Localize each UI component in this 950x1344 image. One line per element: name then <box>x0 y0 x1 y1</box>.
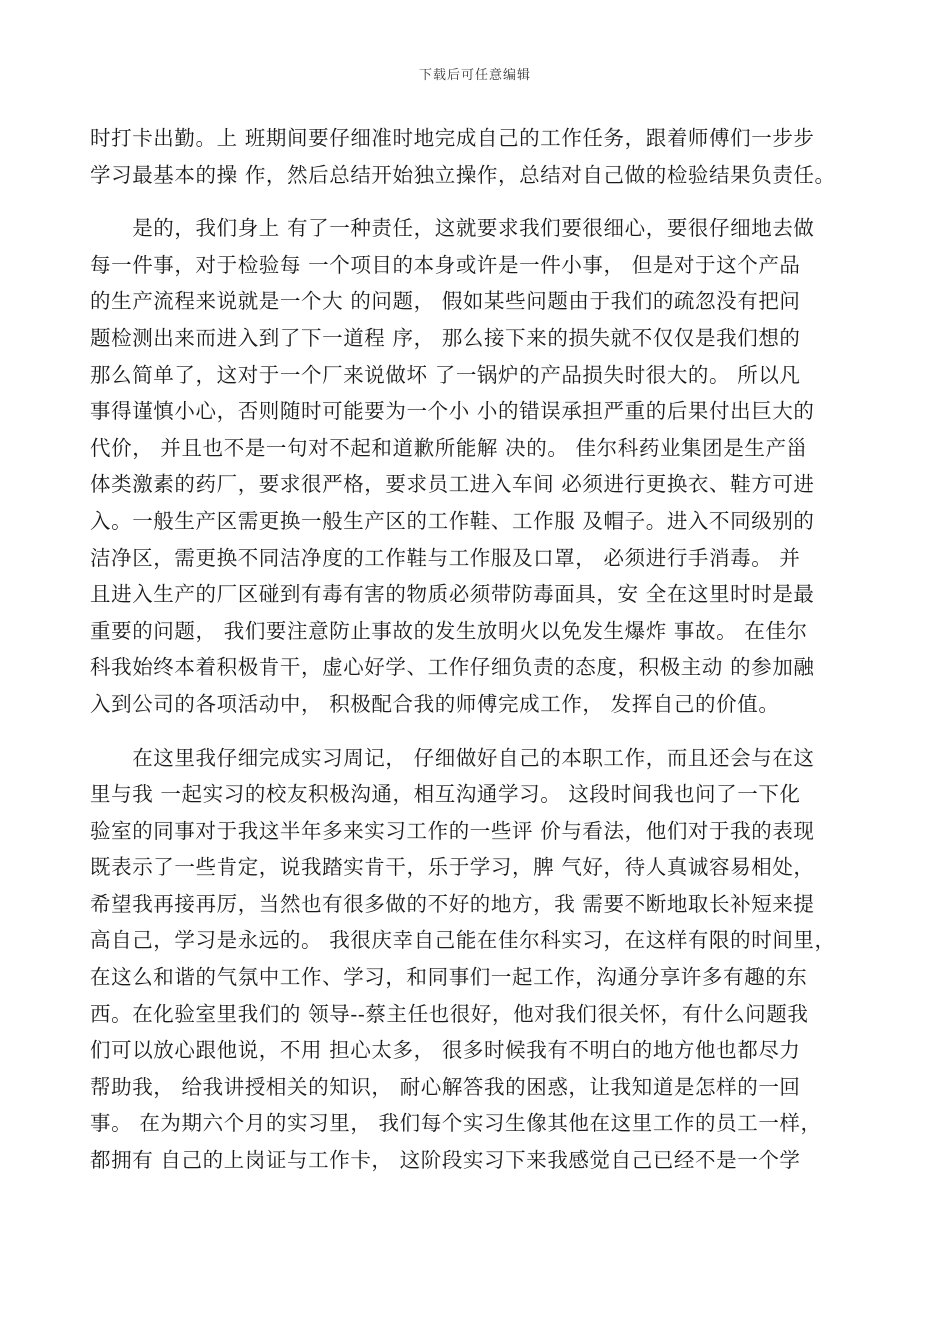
text-line: 体类激素的药厂，要求很严格，要求员工进入车间 必须进行更换衣、鞋方可进 <box>90 472 815 497</box>
paragraph-spacer <box>90 193 890 210</box>
text-line: 事。 在为期六个月的实习里， 我们每个实习生像其他在这里工作的员工一样， <box>90 1111 822 1136</box>
text-line: 在这么和谐的气氛中工作、学习，和同事们一起工作，沟通分享许多有趣的东 <box>90 965 808 990</box>
text-line: 高自己，学习是永远的。 我很庆幸自己能在佳尔科实习，在这样有限的时间里， <box>90 928 836 953</box>
text-line: 既表示了一些肯定，说我踏实肯干，乐于学习，脾 气好，待人真诚容易相处， <box>90 855 815 880</box>
text-line: 代价， 并且也不是一句对不起和道歉所能解 决的。 佳尔科药业集团是生产甾 <box>90 435 808 460</box>
text-line: 里与我 一起实习的校友积极沟通，相互沟通学习。 这段时间我也问了一下化 <box>90 782 801 807</box>
text-line: 希望我再接再厉，当然也有很多做的不好的地方，我 需要不断地取长补短来提 <box>90 891 815 916</box>
text-line: 那么简单了，这对于一个厂来说做坏 了一锅炉的产品损失时很大的。 所以凡 <box>90 362 801 387</box>
text-line: 都拥有 自己的上岗证与工作卡， 这阶段实习下来我感觉自己已经不是一个学 <box>90 1148 801 1173</box>
text-line: 的生产流程来说就是一个大 的问题， 假如某些问题由于我们的疏忽没有把问 <box>90 289 801 314</box>
page-header: 下载后可任意编辑 <box>418 68 531 83</box>
text-line: 是的，我们身上 有了一种责任，这就要求我们要很细心，要很仔细地去做 <box>90 216 815 241</box>
paragraph-3 <box>90 740 890 1179</box>
text-line: 重要的问题， 我们要注意防止事故的发生放明火以免发生爆炸 事故。 在佳尔 <box>90 618 808 643</box>
text-line: 事得谨慎小心，否则随时可能要为一个小 小的错误承担严重的后果付出巨大的 <box>90 399 815 424</box>
text-line: 入到公司的各项活动中， 积极配合我的师傅完成工作， 发挥自己的价值。 <box>90 691 780 716</box>
text-line: 在这里我仔细完成实习周记， 仔细做好自己的本职工作，而且还会与在这 <box>90 745 815 770</box>
text-line: 们可以放心跟他说，不用 担心太多， 很多时候我有不明白的地方他也都尽力 <box>90 1038 801 1063</box>
text-line: 西。在化验室里我们的 领导--蔡主任也很好，他对我们很关怀，有什么问题我 <box>90 1001 809 1026</box>
paragraph-2 <box>90 210 890 722</box>
text-line: 入。一般生产区需更换一般生产区的工作鞋、工作服 及帽子。进入不同级别的 <box>90 508 815 533</box>
text-line: 洁净区，需更换不同洁净度的工作鞋与工作服及口罩， 必须进行手消毒。 并 <box>90 545 801 570</box>
paragraph-1 <box>90 120 890 193</box>
text-line: 学习最基本的操 作，然后总结开始独立操作，总结对自己做的检验结果负责任。 <box>90 162 836 187</box>
document-body <box>90 120 890 1179</box>
paragraph-spacer <box>90 723 890 740</box>
text-line: 题检测出来而进入到了下一道程 序， 那么接下来的损失就不仅仅是我们想的 <box>90 325 801 350</box>
text-line: 时打卡出勤。上 班期间要仔细准时地完成自己的工作任务，跟着师傅们一步步 <box>90 126 815 150</box>
text-line: 帮助我， 给我讲授相关的知识， 耐心解答我的困惑，让我知道是怎样的一回 <box>90 1074 801 1099</box>
text-line: 验室的同事对于我这半年多来实习工作的一些评 价与看法，他们对于我的表现 <box>90 818 815 843</box>
text-line: 且进入生产的厂区碰到有毒有害的物质必须带防毒面具，安 全在这里时时是最 <box>90 582 815 607</box>
text-line: 科我始终本着积极肯干，虚心好学、工作仔细负责的态度，积极主动 的参加融 <box>90 655 815 680</box>
text-line: 每一件事，对于检验每 一个项目的本身或许是一件小事， 但是对于这个产品 <box>90 252 801 277</box>
